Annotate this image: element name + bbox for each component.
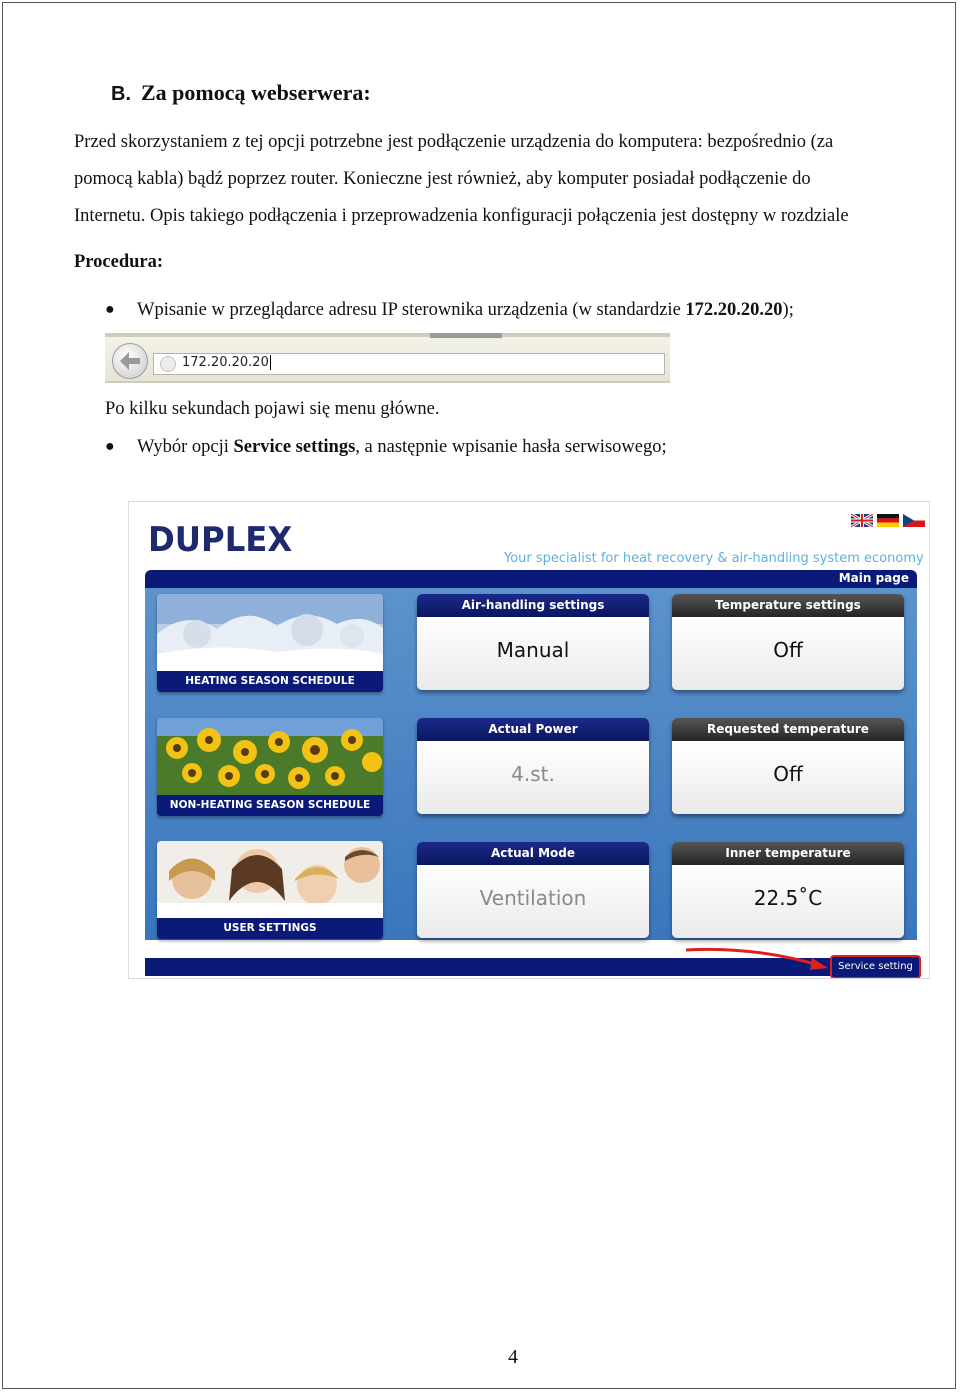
inner-temperature-tile xyxy=(672,842,904,938)
temperature-settings-value: Off xyxy=(672,617,904,690)
back-button[interactable] xyxy=(112,343,148,379)
user-settings-label: USER SETTINGS xyxy=(157,918,383,939)
heating-schedule-label: HEATING SEASON SCHEDULE xyxy=(157,671,383,692)
section-title: Za pomocą webserwera: xyxy=(141,80,371,105)
bullet-1-ip: 172.20.20.20 xyxy=(685,300,783,320)
air-handling-title: Air-handling settings xyxy=(417,594,649,617)
actual-mode-title: Actual Mode xyxy=(417,842,649,865)
non-heating-schedule-button[interactable] xyxy=(157,718,383,816)
bullet-2-bold: Service settings xyxy=(233,437,356,457)
bullet-dot-2: ● xyxy=(105,438,115,455)
actual-mode-value: Ventilation xyxy=(417,865,649,938)
section-number: B. xyxy=(111,83,131,105)
toolbar-edge xyxy=(105,333,670,337)
bullet-dot-1: ● xyxy=(105,301,115,318)
url-input[interactable] xyxy=(153,353,665,375)
section-heading xyxy=(111,80,371,106)
main-page-bar xyxy=(145,570,917,588)
intro-line-3: Internetu. Opis takiego podłączenia i przeprowadzenia konfiguracji połączenia jest dostępny w rozdziale xyxy=(74,206,849,226)
sunflowers-icon xyxy=(157,718,383,795)
requested-temperature-title: Requested temperature xyxy=(672,718,904,741)
bullet-2-text xyxy=(137,437,667,458)
duplex-screenshot xyxy=(128,501,930,979)
user-settings-button[interactable] xyxy=(157,841,383,939)
main-page-link[interactable]: Main page xyxy=(838,571,909,585)
back-arrow-icon xyxy=(119,351,141,371)
intro-line-2: pomocą kabla) bądź poprzez router. Konieczne jest również, aby komputer posiadał podłączenie do xyxy=(74,169,811,189)
dashboard-panel xyxy=(145,588,917,940)
german-flag-icon[interactable] xyxy=(877,514,899,527)
red-arrow-icon xyxy=(684,942,834,972)
browser-address-bar xyxy=(105,333,670,383)
air-handling-tile[interactable] xyxy=(417,594,649,690)
requested-temperature-value: Off xyxy=(672,741,904,814)
bullet-2-before: Wybór opcji xyxy=(137,437,234,457)
bullet-1-text xyxy=(137,300,794,321)
temperature-settings-title: Temperature settings xyxy=(672,594,904,617)
tagline: Your specialist for heat recovery & air-handling system economy xyxy=(504,551,924,566)
bullet-2-after: , a następnie wpisanie hasła serwisowego; xyxy=(355,437,667,457)
actual-power-tile xyxy=(417,718,649,814)
czech-flag-icon[interactable] xyxy=(903,514,925,527)
page-icon xyxy=(160,356,176,372)
family-photo-icon xyxy=(157,841,383,918)
heating-schedule-button[interactable] xyxy=(157,594,383,692)
procedure-label: Procedura: xyxy=(74,252,164,272)
toolbar-grip xyxy=(430,333,502,338)
requested-temperature-tile xyxy=(672,718,904,814)
after-load-text: Po kilku sekundach pojawi się menu główne. xyxy=(105,399,440,419)
air-handling-value: Manual xyxy=(417,617,649,690)
intro-line-1: Przed skorzystaniem z tej opcji potrzebne jest podłączenie urządzenia do komputera: bezpośrednio (za xyxy=(74,132,834,152)
page-number: 4 xyxy=(508,1346,518,1368)
url-text: 172.20.20.20 xyxy=(182,355,269,370)
inner-temperature-title: Inner temperature xyxy=(672,842,904,865)
temperature-settings-tile[interactable] xyxy=(672,594,904,690)
bullet-1-end: ); xyxy=(782,300,794,320)
inner-temperature-value: 22.5˚C xyxy=(672,865,904,938)
service-setting-button[interactable]: Service setting xyxy=(830,955,921,979)
actual-mode-tile xyxy=(417,842,649,938)
uk-flag-icon[interactable] xyxy=(851,514,873,527)
actual-power-title: Actual Power xyxy=(417,718,649,741)
duplex-logo: DUPLEX xyxy=(148,520,293,560)
bullet-1-main: Wpisanie w przeglądarce adresu IP sterownika urządzenia (w standardzie xyxy=(137,300,686,320)
non-heating-schedule-label: NON-HEATING SEASON SCHEDULE xyxy=(157,795,383,816)
winter-landscape-icon xyxy=(157,594,383,671)
actual-power-value: 4.st. xyxy=(417,741,649,814)
